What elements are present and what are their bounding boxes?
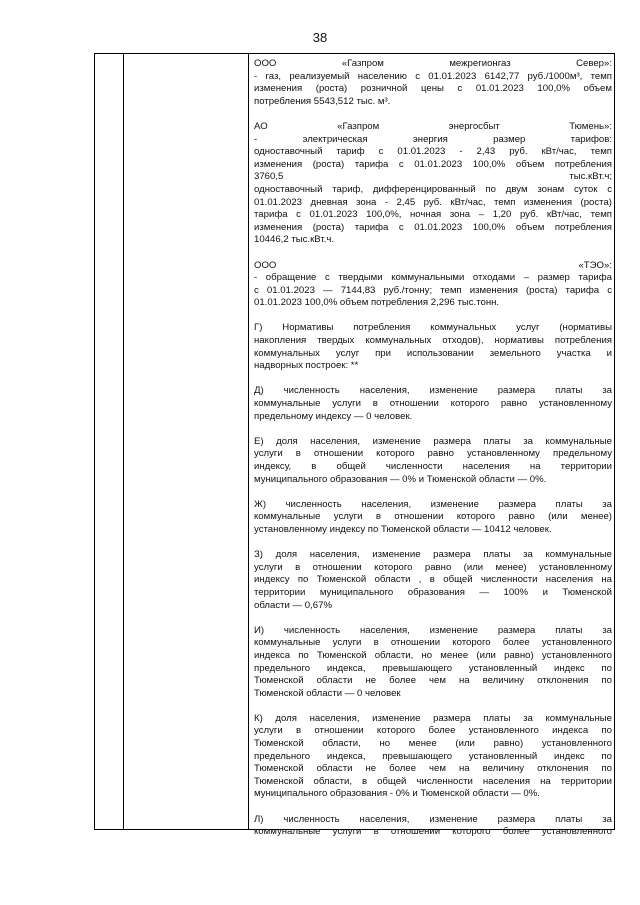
paragraph-item-g xyxy=(254,322,612,372)
text-line: - газ, реализуемый населению с 01.01.2023 6142,77 руб./1000м³, темп xyxy=(254,70,612,82)
text-line: Е) доля населения, изменение размера платы за коммунальные xyxy=(254,435,612,447)
text-line: - обращение с твердыми коммунальными отходами – размер тарифа xyxy=(254,272,612,284)
paragraph-item-d xyxy=(254,385,612,423)
text-line: индекса по Тюменской области, но менее (или равно) установленного xyxy=(254,649,612,661)
text-line: И) численность населения, изменение размера платы за xyxy=(254,624,612,636)
text-line: одноставочный тариф с 01.01.2023 - 2,43 руб. кВт/час, темп xyxy=(254,146,612,158)
paragraph-gazprom-energosbyt xyxy=(254,121,612,247)
table-cell-content xyxy=(254,58,612,851)
text-line: ООО «Газпром межрегионгаз Север»: xyxy=(254,58,612,69)
paragraph-item-k xyxy=(254,713,612,801)
text-line: Д) численность населения, изменение размера платы за xyxy=(254,385,612,397)
text-line: К) доля населения, изменение размера платы за коммунальные xyxy=(254,712,612,724)
text-line: предельного индекса, превышающего установленный индекс по xyxy=(254,662,612,674)
text-line: 01.01.2023 100,0% объем потребления 2,296 тыс.тонн. xyxy=(254,297,500,309)
text-line: 3760,5 тыс.кВт.ч; xyxy=(254,171,612,183)
paragraph-item-zh xyxy=(254,499,612,537)
text-line: с 01.01.2023 — 7144,83 руб./тонну; темп изменения (роста) тарифа с xyxy=(254,284,612,296)
text-line: коммунальные услуги в отношении которого равно установленному xyxy=(254,398,612,410)
table-column-divider xyxy=(248,54,249,829)
text-line: услуги в отношении которого равно установленному предельному xyxy=(254,448,612,460)
text-line: изменения (роста) розничной цены с 01.01.2023 100,0% объем xyxy=(254,83,612,95)
text-line: накопления твердых коммунальных отходов), нормативы потребления xyxy=(254,335,612,347)
text-line: установленному индексу по Тюменской области — 10412 человек. xyxy=(254,523,552,535)
text-line: коммунальные услуги в отношении которого более установленного xyxy=(254,637,612,649)
text-line: муниципального образования — 0% и Тюменской области — 0%. xyxy=(254,473,547,485)
text-line: коммунальные услуги в отношении которого равно (или менее) xyxy=(254,511,612,523)
text-line: - электрическая энергия размер тарифов: xyxy=(254,133,612,145)
text-line: одноставочный тариф, дифференцированный по двум зонам суток с xyxy=(254,183,612,195)
text-line: АО «Газпром энергосбыт Тюмень»: xyxy=(254,120,612,132)
text-line: коммунальных услуг при использовании земельного участка и xyxy=(254,347,612,359)
text-line: предельному индексу — 0 человек. xyxy=(254,410,413,422)
text-line: З) доля населения, изменение размера платы за коммунальные xyxy=(254,549,612,561)
table-column-divider xyxy=(123,54,124,829)
text-line: ООО «ТЭО»: xyxy=(254,259,612,271)
text-line: Тюменской области не более чем на величину отклонения по xyxy=(254,763,612,775)
text-line: Тюменской области не более чем на величину отклонения по xyxy=(254,675,612,687)
paragraph-gazprom-mezhregiongaz xyxy=(254,58,612,108)
text-line: услуги в отношении которого равно (или менее) установленному xyxy=(254,561,612,573)
text-line: Л) численность населения, изменение размера платы за xyxy=(254,813,612,825)
text-line: Тюменской области, в общей численности населения на территории xyxy=(254,775,612,787)
text-line: услуги в отношении которого более установленного индекса по xyxy=(254,725,612,737)
document-table xyxy=(94,53,615,838)
paragraph-item-z xyxy=(254,549,612,612)
paragraph-item-i xyxy=(254,625,612,701)
text-line: Тюменской области — 0 человек xyxy=(254,687,401,699)
text-line: территории муниципального образования — 100% и Тюменской xyxy=(254,586,612,598)
text-line: изменения (роста) тарифа с 01.01.2023 100,0% объем потребления xyxy=(254,221,612,233)
text-line: изменения (роста) тарифа с 01.01.2023 100,0% объем потребления xyxy=(254,158,612,170)
text-line: 10446,2 тыс.кВт.ч. xyxy=(254,234,335,246)
text-line: Тюменской области, но менее (или равно) установленного xyxy=(254,738,612,750)
paragraph-teo xyxy=(254,260,612,310)
page-number: 38 xyxy=(312,30,328,45)
text-line: потребления 5543,512 тыс. м³. xyxy=(254,95,391,107)
text-line: коммунальные услуги в отношении которого более установленного xyxy=(254,826,612,838)
text-line: Ж) численность населения, изменение размера платы за xyxy=(254,498,612,510)
text-line: области — 0,67% xyxy=(254,599,333,611)
text-line: Г) Нормативы потребления коммунальных услуг (нормативы xyxy=(254,322,612,334)
text-line: предельного индекса, превышающего установленный индекс по xyxy=(254,750,612,762)
text-line: надворных построек: ** xyxy=(254,360,359,372)
text-line: муниципального образования - 0% и Тюменской области — 0%. xyxy=(254,788,540,800)
text-line: индексу по Тюменской области , в общей численности населения на xyxy=(254,574,612,586)
text-line: 01.01.2023 дневная зона - 2,45 руб. кВт/час, темп изменения (роста) xyxy=(254,196,612,208)
paragraph-item-e xyxy=(254,436,612,486)
text-line: тарифа с 01.01.2023 100,0%, ночная зона – 1,20 руб. кВт/час, темп xyxy=(254,209,612,221)
text-line: индексу, в общей численности населения на территории xyxy=(254,461,612,472)
paragraph-item-l xyxy=(254,814,612,839)
